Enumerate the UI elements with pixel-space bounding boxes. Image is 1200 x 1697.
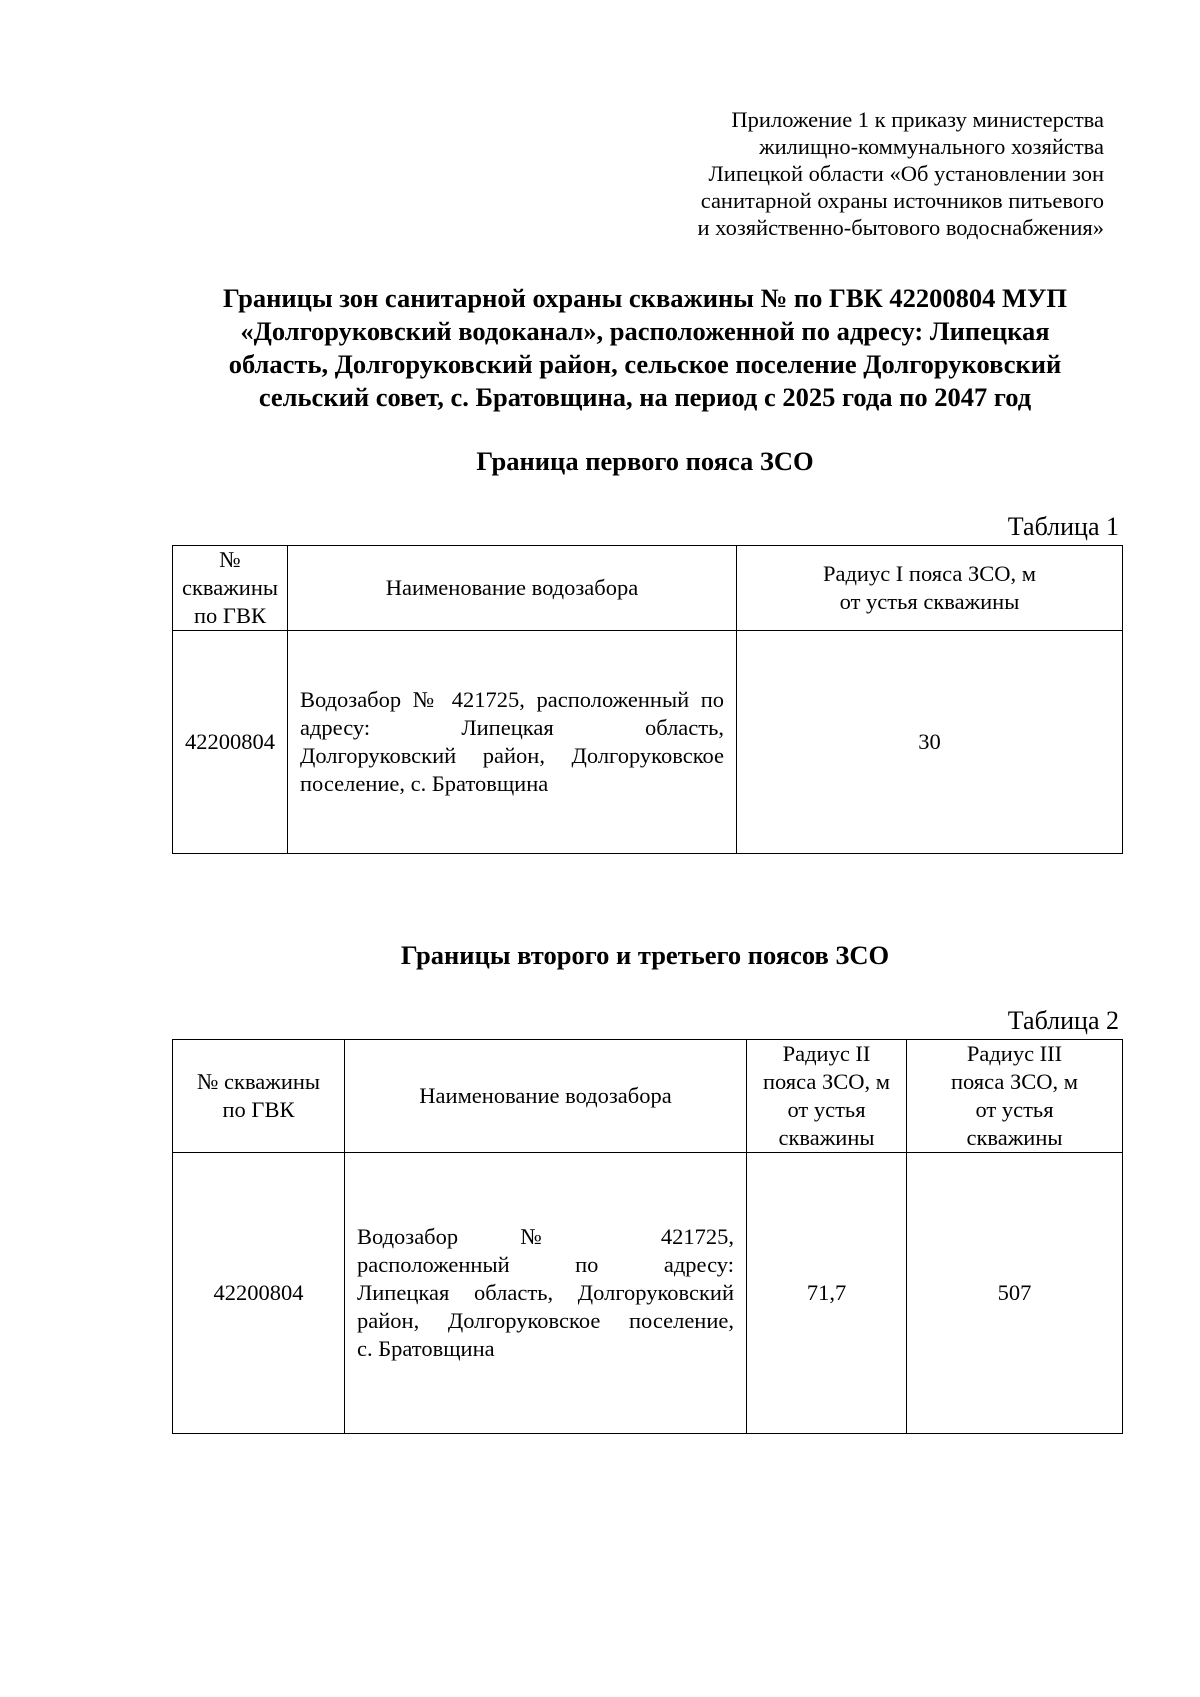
header-line: от устья	[975, 1097, 1054, 1122]
name-line: район, Долгоруковское поселение,	[357, 1308, 734, 1333]
table2-cell-radius2: 71,7	[747, 1153, 907, 1434]
name-line: поселение, с. Братовщина	[300, 771, 549, 796]
appendix-note	[600, 106, 1104, 241]
table2-caption: Таблица 2	[1007, 1006, 1119, 1035]
header-line: от устья скважины	[839, 589, 1020, 614]
table1-cell-name	[288, 631, 737, 854]
table1-header-radius	[737, 546, 1123, 631]
table1-header-name: Наименование водозабора	[288, 546, 737, 631]
appendix-note-line: и хозяйственно-бытового водоснабжения»	[697, 215, 1104, 240]
table2-header-radius3	[907, 1040, 1123, 1153]
header-line: Радиус I пояса ЗСО, м	[822, 561, 1037, 586]
table1-header-row	[173, 546, 1123, 631]
header-line: скважины	[182, 575, 278, 600]
table1-cell-well: 42200804	[173, 631, 288, 854]
table1-header-well	[173, 546, 288, 631]
title-line: «Долгоруковский водоканал», расположенной по адресу: Липецкая	[240, 316, 1050, 346]
table2-header-radius2	[747, 1040, 907, 1153]
table2-cell-radius3: 507	[907, 1153, 1123, 1434]
appendix-note-line: санитарной охраны источников питьевого	[700, 188, 1104, 213]
header-line: от устья	[787, 1097, 866, 1122]
table2-row	[173, 1153, 1123, 1434]
table2-header-name: Наименование водозабора	[345, 1040, 747, 1153]
table1-row	[173, 631, 1123, 854]
name-line: адресу: Липецкая область,	[300, 715, 724, 740]
header-line: Радиус II	[782, 1041, 871, 1066]
header-line: скважины	[966, 1125, 1063, 1150]
title-line: область, Долгоруковский район, сельское поселение Долгоруковский	[228, 349, 1062, 379]
table2-cell-well: 42200804	[173, 1153, 345, 1434]
name-line: расположенный по адресу:	[357, 1252, 734, 1277]
header-line: скважины	[778, 1125, 875, 1150]
name-line: Липецкая область, Долгоруковский	[357, 1280, 734, 1305]
title-line: Границы зон санитарной охраны скважины № по ГВК 42200804 МУП	[222, 283, 1068, 313]
table2-header-row	[173, 1040, 1123, 1153]
table1-caption: Таблица 1	[1007, 512, 1119, 541]
table2-cell-name	[345, 1153, 747, 1434]
header-line: № скважины	[196, 1069, 321, 1094]
section1-title: Граница первого пояса ЗСО	[476, 446, 814, 476]
appendix-note-line: Приложение 1 к приказу министерства	[731, 107, 1104, 132]
table2	[172, 1039, 1123, 1434]
appendix-note-line: Липецкой области «Об установлении зон	[708, 161, 1104, 186]
table1-cell-radius: 30	[737, 631, 1123, 854]
header-line: пояса ЗСО, м	[950, 1069, 1079, 1094]
header-line: Радиус III	[966, 1041, 1063, 1066]
name-line: с. Братовщина	[357, 1336, 495, 1361]
name-line: Водозабор № 421725,	[357, 1224, 734, 1249]
header-line: пояса ЗСО, м	[762, 1069, 891, 1094]
header-line: по ГВК	[194, 603, 266, 628]
document-title	[150, 282, 1140, 414]
title-line: сельский совет, с. Братовщина, на период с 2025 года по 2047 год	[258, 382, 1032, 412]
header-line: по ГВК	[222, 1097, 295, 1122]
name-line: Водозабор № 421725, расположенный по	[300, 687, 724, 712]
header-line: №	[219, 547, 241, 572]
appendix-note-line: жилищно-коммунального хозяйства	[759, 134, 1104, 159]
table2-header-well	[173, 1040, 345, 1153]
table1	[172, 545, 1123, 854]
name-line: Долгоруковский район, Долгоруковское	[300, 743, 724, 768]
section2-title: Границы второго и третьего поясов ЗСО	[400, 940, 890, 970]
